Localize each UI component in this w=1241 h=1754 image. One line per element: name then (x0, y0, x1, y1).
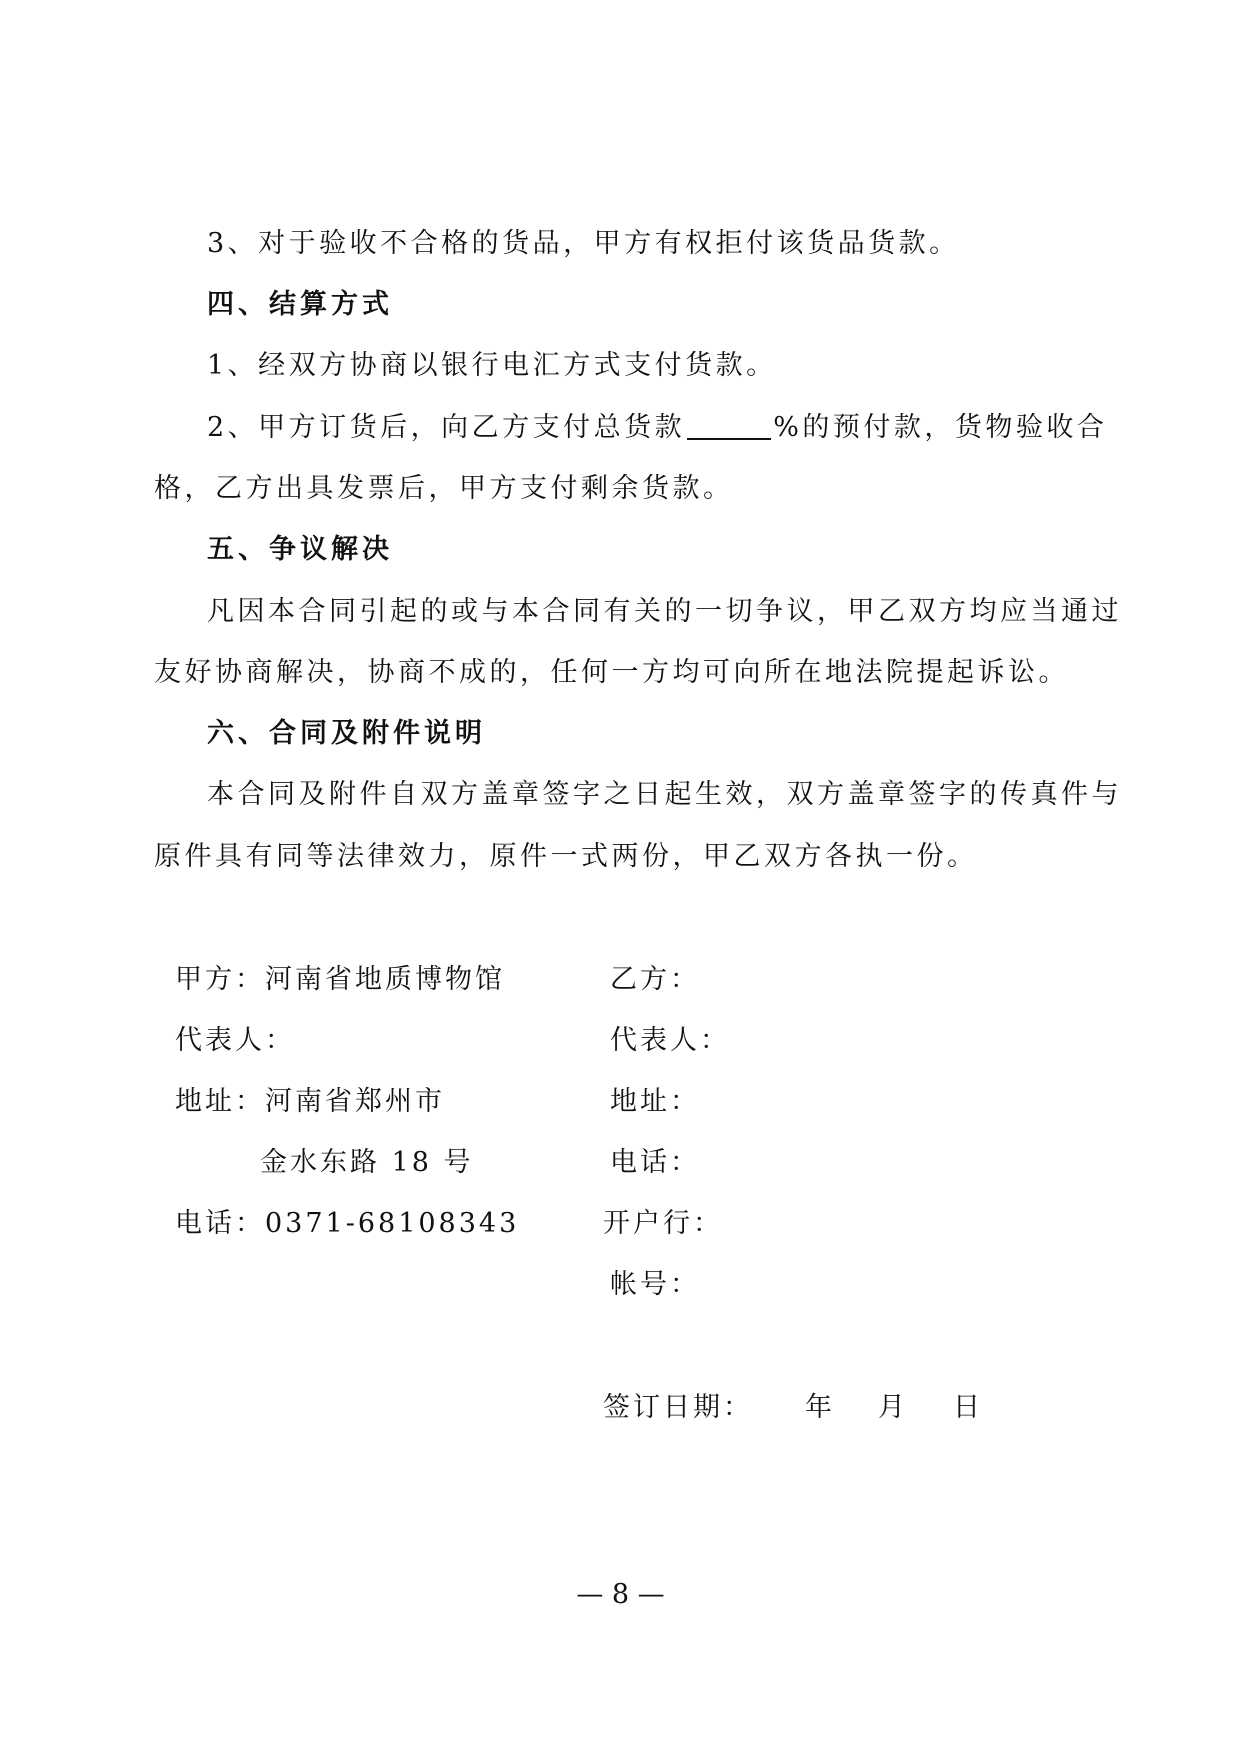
party-b-name: 乙方： (610, 964, 700, 995)
clause-3-3: 3、对于验收不合格的货品，甲方有权拒付该货品货款。 (207, 228, 960, 259)
party-b-phone: 电话： (610, 1147, 700, 1178)
dispute-line1: 凡因本合同引起的或与本合同有关的一切争议，甲乙双方均应当通过 (207, 596, 1122, 627)
party-b-bank: 开户行： (603, 1208, 723, 1239)
clause-4-2-before: 2、甲方订货后，向乙方支付总货款 (207, 412, 686, 443)
signing-year: 年 (805, 1392, 832, 1423)
clause-4-2-line2: 格，乙方出具发票后，甲方支付剩余货款。 (154, 473, 734, 504)
attachments-line2: 原件具有同等法律效力，原件一式两份，甲乙双方各执一份。 (154, 841, 978, 872)
clause-4-1: 1、经双方协商以银行电汇方式支付货款。 (207, 350, 777, 381)
party-a-representative: 代表人： (175, 1025, 295, 1056)
signing-day: 日 (953, 1392, 980, 1423)
dispute-line2: 友好协商解决，协商不成的，任何一方均可向所在地法院提起诉讼。 (154, 657, 1069, 688)
signing-month: 月 (878, 1392, 905, 1423)
page-number: — 8 — (576, 1579, 665, 1610)
party-a-address-line2: 金水东路 18 号 (260, 1147, 474, 1178)
party-a-phone: 电话：0371-68108343 (175, 1208, 520, 1239)
heading-settlement: 四、结算方式 (207, 289, 393, 320)
heading-contract-attachments: 六、合同及附件说明 (207, 718, 486, 749)
prepayment-percent-blank (687, 412, 771, 440)
party-b-account: 帐号： (610, 1269, 700, 1300)
attachments-line1: 本合同及附件自双方盖章签字之日起生效，双方盖章签字的传真件与 (207, 779, 1122, 810)
party-b-address: 地址： (610, 1086, 700, 1117)
signing-date-label: 签订日期： (603, 1392, 753, 1423)
clause-4-2-after: %的预付款，货物验收合 (773, 412, 1108, 443)
heading-dispute: 五、争议解决 (207, 534, 393, 565)
party-a-name: 甲方：河南省地质博物馆 (175, 964, 505, 995)
party-b-representative: 代表人： (610, 1025, 730, 1056)
party-a-address: 地址：河南省郑州市 (175, 1086, 445, 1117)
clause-4-2 (207, 411, 1107, 445)
